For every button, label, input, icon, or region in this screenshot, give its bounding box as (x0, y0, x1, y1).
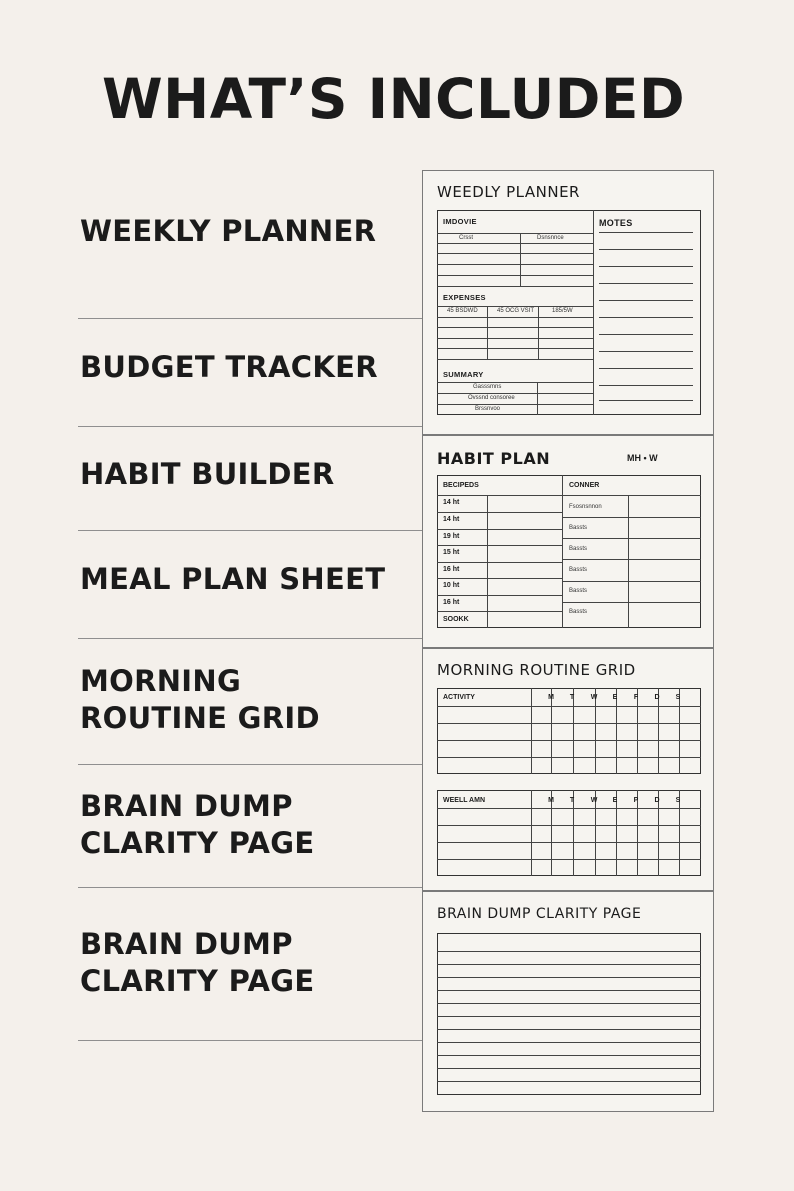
habit-right-row: Fsosnsnnon (569, 504, 602, 510)
grid-label: ACTIVITY (443, 694, 475, 701)
day-header: E (612, 797, 618, 804)
item-meal-plan-sheet (80, 561, 385, 598)
col-header: Crsst (459, 235, 473, 241)
day-header: W (590, 694, 598, 701)
divider (78, 887, 423, 888)
day-header: F (633, 694, 639, 701)
notes-label: MOTES (599, 218, 633, 228)
item-budget-tracker (80, 349, 378, 386)
sheet-title: BRAIN DUMP CLARITY PAGE (437, 906, 642, 922)
summary-row: Brssnvoo (475, 406, 501, 412)
habit-row-label: 15 ht (443, 549, 460, 556)
item-line: BRAIN DUMP (80, 927, 293, 961)
divider (78, 530, 423, 531)
summary-row: Gasssmns (473, 384, 502, 390)
sheet-title: MORNING ROUTINE GRID (437, 661, 636, 679)
col-header: 45 BSDWD (447, 308, 478, 314)
item-line: MORNING (80, 664, 242, 698)
habit-right-row: Bassts (569, 609, 588, 615)
col-header: Dsnsnnce (537, 235, 564, 241)
col-header: BECIPEDS (443, 482, 479, 489)
expenses-label: EXPENSES (443, 293, 486, 302)
habit-right-row: Bassts (569, 546, 588, 552)
item-line: BRAIN DUMP (80, 789, 293, 823)
item-brain-dump-1 (80, 788, 314, 862)
brain-dump-lines (437, 933, 701, 1095)
day-header: M (548, 797, 554, 804)
habit-right-row: Bassts (569, 588, 588, 594)
grid-label: WEELL AMN (443, 797, 485, 804)
habit-row-label: 19 ht (443, 533, 460, 540)
divider (78, 764, 423, 765)
summary-row: Ovssnd consoree (468, 395, 515, 401)
habit-plan-sheet (422, 435, 714, 648)
col-header: 185/5W (552, 308, 573, 314)
item-weekly-planner (80, 213, 376, 250)
habit-row-label: 16 ht (443, 566, 460, 573)
page-title: WHAT’S INCLUDED (102, 67, 686, 131)
day-header: T (569, 797, 575, 804)
col-header: CONNER (569, 482, 600, 489)
divider (78, 1040, 423, 1041)
day-header: D (654, 694, 660, 701)
col-header: 45 OCG VSIT (497, 308, 535, 314)
sheet-title: WEEDLY PLANNER (437, 183, 580, 201)
habit-row-label: 14 ht (443, 516, 460, 523)
item-line: BUDGET TRACKER (80, 350, 378, 384)
item-line: CLARITY PAGE (80, 826, 315, 860)
divider (78, 426, 423, 427)
habit-row-label: 14 ht (443, 499, 460, 506)
habit-badge: MH • W (627, 453, 658, 463)
section-label: IMDOVIE (443, 217, 477, 226)
item-line: ROUTINE GRID (80, 701, 320, 735)
day-header: T (569, 694, 575, 701)
sheet-title: HABIT PLAN (437, 449, 551, 468)
habit-row-label: 10 ht (443, 582, 460, 589)
item-line: CLARITY PAGE (80, 964, 315, 998)
brain-dump-sheet (422, 891, 714, 1112)
day-header: W (590, 797, 598, 804)
habit-row-label: SOOKK (443, 616, 469, 623)
day-header: D (654, 797, 660, 804)
item-brain-dump-2 (80, 926, 314, 1000)
divider (78, 318, 423, 319)
weekly-planner-sheet (422, 170, 714, 435)
item-line: MEAL PLAN SHEET (80, 562, 386, 596)
habit-right-row: Bassts (569, 567, 588, 573)
day-header: E (612, 694, 618, 701)
morning-routine-sheet (422, 648, 714, 891)
habit-right-row: Bassts (569, 525, 588, 531)
day-header: P (633, 797, 639, 804)
day-header: S (675, 797, 681, 804)
divider (78, 638, 423, 639)
summary-label: SUMMARY (443, 370, 484, 379)
item-line: WEEKLY PLANNER (80, 214, 377, 248)
day-header: M (548, 694, 554, 701)
habit-row-label: 16 ht (443, 599, 460, 606)
day-header: S (675, 694, 681, 701)
item-line: HABIT BUILDER (80, 457, 335, 491)
item-morning-routine-grid (80, 663, 320, 737)
item-habit-builder (80, 456, 335, 493)
